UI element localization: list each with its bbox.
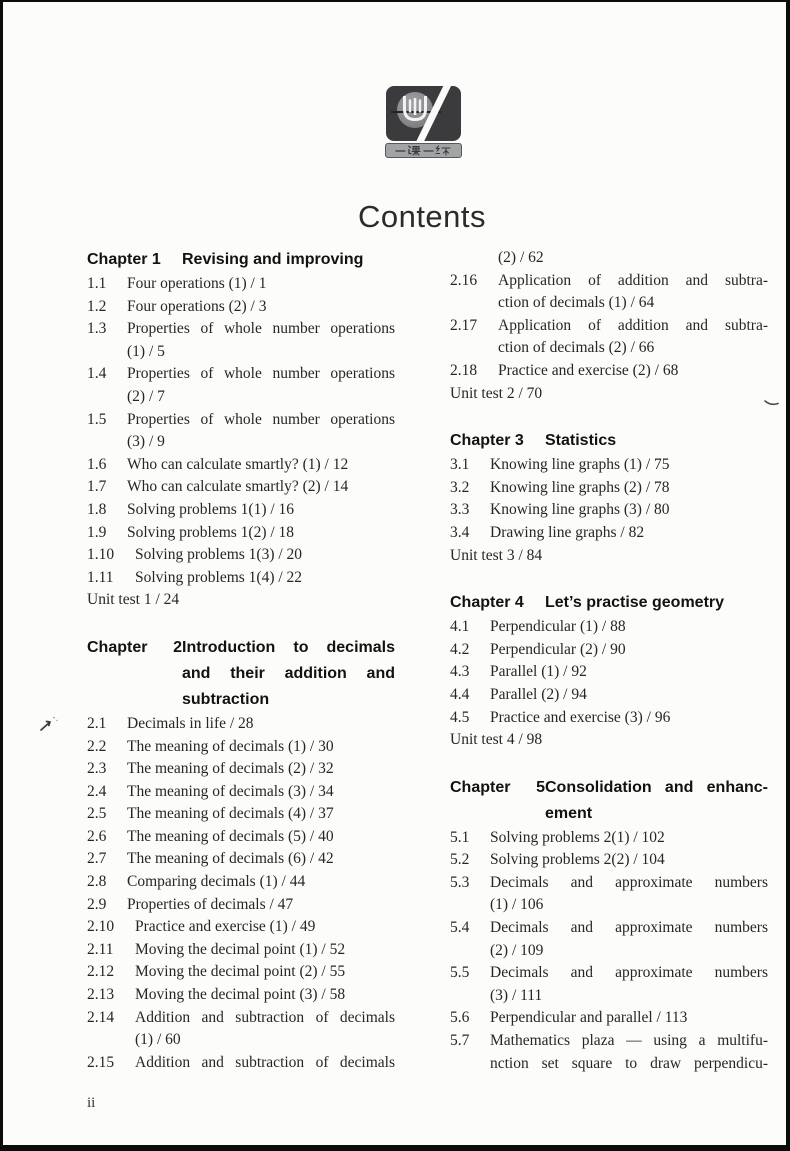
item-number: 2.9 xyxy=(87,895,107,913)
toc-entry xyxy=(450,522,768,545)
chapter-label: Chapter 4 xyxy=(450,594,524,612)
item-number: 1.8 xyxy=(87,500,107,518)
toc-line: 4.2 Perpendicular (2) / 90 xyxy=(450,639,768,662)
item-number: 1.4 xyxy=(87,365,107,383)
toc-line: 5.6 Perpendicular and parallel / 113 xyxy=(450,1007,768,1030)
toc-line: Unit test 1 / 24 xyxy=(87,591,180,609)
toc-line: ction of decimals (1) / 64 xyxy=(498,294,655,312)
toc-entry xyxy=(87,984,395,1007)
toc-entry xyxy=(450,270,768,315)
toc-line: 3.1 Knowing line graphs (1) / 75 xyxy=(450,454,768,477)
toc-line: 2.6 The meaning of decimals (5) / 40 xyxy=(87,826,395,849)
toc-line: 2.14 Addition and subtraction of decimals xyxy=(87,1007,395,1030)
item-number: 2.7 xyxy=(87,850,107,868)
item-number: 3.4 xyxy=(450,523,470,541)
chapter-label: Chapter 5 xyxy=(450,778,545,796)
toc-entry xyxy=(87,916,395,939)
ink-mark-right xyxy=(763,399,781,413)
toc-entry xyxy=(450,872,768,917)
toc-entry xyxy=(87,1007,395,1052)
ink-mark-left xyxy=(38,714,60,734)
toc-entry xyxy=(87,318,395,363)
toc-line: 1.2 Four operations (2) / 3 xyxy=(87,296,395,319)
toc-line: 5.1 Solving problems 2(1) / 102 xyxy=(450,827,768,850)
toc-entry xyxy=(87,871,395,894)
item-number: 2.12 xyxy=(87,963,115,981)
scan-border-left xyxy=(0,0,3,1151)
item-number: 5.1 xyxy=(450,828,470,846)
toc-entry xyxy=(450,1007,768,1030)
toc-line: 5.5 Decimals and approximate numbers xyxy=(450,962,768,985)
toc-entry xyxy=(450,360,768,383)
item-number: 1.2 xyxy=(87,297,107,315)
toc-entry xyxy=(87,544,395,567)
toc-entry xyxy=(450,917,768,962)
toc-entry xyxy=(450,315,768,360)
item-number: 3.3 xyxy=(450,501,470,519)
logo-series-band xyxy=(385,143,462,158)
toc-entry xyxy=(450,616,768,639)
toc-line: 5.7 Mathematics plaza — using a multifu- xyxy=(450,1030,768,1053)
toc-line: nction set square to draw perpendicu- xyxy=(490,1054,768,1072)
toc-entry xyxy=(450,827,768,850)
logo-square xyxy=(386,86,461,141)
toc-entry xyxy=(450,661,768,684)
toc-line: (3) / 9 xyxy=(127,433,165,451)
toc-line: 2.17 Application of addition and subtra- xyxy=(450,315,768,338)
item-number: 4.4 xyxy=(450,685,470,703)
toc-entry xyxy=(87,939,395,962)
toc-entry xyxy=(450,684,768,707)
toc-plain xyxy=(450,383,768,406)
toc-line: ction of decimals (2) / 66 xyxy=(498,339,655,357)
toc-line: 2.12 Moving the decimal point (2) / 55 xyxy=(87,961,395,984)
page-title: Contents xyxy=(357,199,487,234)
toc-entry xyxy=(87,781,395,804)
toc-line: (2) / 62 xyxy=(498,249,544,266)
toc-line: 2.11 Moving the decimal point (1) / 52 xyxy=(87,939,395,962)
toc-line: 5.4 Decimals and approximate numbers xyxy=(450,917,768,940)
toc-line: 2.13 Moving the decimal point (3) / 58 xyxy=(87,984,395,1007)
item-number: 2.6 xyxy=(87,827,107,845)
item-number: 2.16 xyxy=(450,271,478,289)
chapter-heading xyxy=(450,590,768,616)
toc-line: 3.2 Knowing line graphs (2) / 78 xyxy=(450,477,768,500)
toc-line: 2.15 Addition and subtraction of decimals xyxy=(87,1052,395,1075)
toc-line: 4.1 Perpendicular (1) / 88 xyxy=(450,616,768,639)
item-number: 2.5 xyxy=(87,805,107,823)
toc-line: Unit test 3 / 84 xyxy=(450,546,543,564)
item-number: 5.6 xyxy=(450,1009,470,1027)
toc-line: 3.4 Drawing line graphs / 82 xyxy=(450,522,768,545)
toc-line: 1.4 Properties of whole number operations xyxy=(87,363,395,386)
item-number: 5.3 xyxy=(450,873,470,891)
toc-plain xyxy=(87,589,395,612)
chapter-heading xyxy=(450,428,768,454)
toc-line: 1.6 Who can calculate smartly? (1) / 12 xyxy=(87,454,395,477)
toc-entry xyxy=(87,567,395,590)
toc-line: 4.5 Practice and exercise (3) / 96 xyxy=(450,707,768,730)
toc-entry xyxy=(87,296,395,319)
item-number: 5.7 xyxy=(450,1032,470,1050)
toc-entry xyxy=(87,736,395,759)
toc-entry xyxy=(450,1030,768,1075)
toc-line: (2) / 109 xyxy=(490,941,544,959)
item-number: 2.15 xyxy=(87,1053,115,1071)
toc-line: 5.3 Decimals and approximate numbers xyxy=(450,872,768,895)
toc-line: 4.3 Parallel (1) / 92 xyxy=(450,661,768,684)
toc-entry xyxy=(87,409,395,454)
toc-line: 2.3 The meaning of decimals (2) / 32 xyxy=(87,758,395,781)
item-number: 1.11 xyxy=(87,568,114,586)
chapter-label: Chapter 1 xyxy=(87,251,161,268)
toc-line: 1.1 Four operations (1) / 1 xyxy=(87,273,395,296)
toc-entry xyxy=(87,826,395,849)
toc-line: subtraction xyxy=(182,690,270,708)
toc-column-left xyxy=(87,247,395,1074)
toc-entry xyxy=(87,961,395,984)
scan-border-right xyxy=(786,0,790,1151)
toc-entry xyxy=(87,758,395,781)
toc-line: Chapter 2Introduction to decimals xyxy=(87,635,395,661)
toc-entry xyxy=(87,713,395,736)
item-number: 1.3 xyxy=(87,320,107,338)
toc-column-right xyxy=(450,247,768,1075)
toc-entry xyxy=(450,477,768,500)
item-number: 1.10 xyxy=(87,546,115,564)
item-number: 5.2 xyxy=(450,851,470,869)
toc-line: 2.5 The meaning of decimals (4) / 37 xyxy=(87,803,395,826)
toc-line: 1.10 Solving problems 1(3) / 20 xyxy=(87,544,395,567)
item-number: 2.18 xyxy=(450,361,478,379)
publisher-logo xyxy=(386,86,464,160)
toc-line: 2.7 The meaning of decimals (6) / 42 xyxy=(87,848,395,871)
toc-line: 2.2 The meaning of decimals (1) / 30 xyxy=(87,736,395,759)
item-number: 3.1 xyxy=(450,456,470,474)
toc-entry xyxy=(450,454,768,477)
toc-entry xyxy=(87,476,395,499)
chapter-label: Chapter 3 xyxy=(450,432,524,450)
item-number: 2.1 xyxy=(87,714,107,732)
toc-line: (1) / 60 xyxy=(135,1031,181,1049)
item-number: 4.5 xyxy=(450,708,470,726)
toc-line: Unit test 4 / 98 xyxy=(450,731,543,749)
item-number: 2.4 xyxy=(87,782,107,800)
item-number: 1.5 xyxy=(87,410,107,428)
toc-line: 2.9 Properties of decimals / 47 xyxy=(87,894,395,917)
toc-entry xyxy=(450,849,768,872)
item-number: 3.2 xyxy=(450,478,470,496)
toc-line: 1.8 Solving problems 1(1) / 16 xyxy=(87,499,395,522)
toc-line: ement xyxy=(545,804,593,822)
item-number: 4.3 xyxy=(450,663,470,681)
toc-line: Unit test 2 / 70 xyxy=(450,384,543,402)
item-number: 1.6 xyxy=(87,455,107,473)
toc-line: 4.4 Parallel (2) / 94 xyxy=(450,684,768,707)
item-number: 2.3 xyxy=(87,760,107,778)
toc-line: and their addition and xyxy=(182,664,395,682)
item-number: 5.5 xyxy=(450,964,470,982)
toc-entry xyxy=(450,499,768,522)
item-number: 5.4 xyxy=(450,919,470,937)
toc-entry xyxy=(87,894,395,917)
item-number: 2.11 xyxy=(87,940,114,958)
chapter-heading xyxy=(87,247,395,273)
toc-plain xyxy=(450,729,768,752)
toc-line: (1) / 5 xyxy=(127,342,165,360)
toc-entry xyxy=(87,454,395,477)
toc-line: 1.11 Solving problems 1(4) / 22 xyxy=(87,567,395,590)
toc-line: 1.9 Solving problems 1(2) / 18 xyxy=(87,522,395,545)
toc-line: 3.3 Knowing line graphs (3) / 80 xyxy=(450,499,768,522)
toc-entry xyxy=(87,803,395,826)
chapter-heading xyxy=(87,635,395,713)
toc-line: 2.10 Practice and exercise (1) / 49 xyxy=(87,916,395,939)
toc-entry xyxy=(87,1052,395,1075)
toc-line: 2.8 Comparing decimals (1) / 44 xyxy=(87,871,395,894)
toc-entry xyxy=(87,848,395,871)
item-number: 2.2 xyxy=(87,737,107,755)
toc-entry xyxy=(450,962,768,1007)
toc-line: 2.4 The meaning of decimals (3) / 34 xyxy=(87,781,395,804)
toc-line: 1.7 Who can calculate smartly? (2) / 14 xyxy=(87,476,395,499)
logo-chinese-text xyxy=(394,145,454,157)
toc-line: 1.3 Properties of whole number operations xyxy=(87,318,395,341)
toc-entry xyxy=(450,707,768,730)
toc-line: (2) / 7 xyxy=(127,387,165,405)
scan-border-bottom xyxy=(0,1145,790,1151)
toc-entry xyxy=(87,273,395,296)
toc-line: Chapter 5Consolidation and enhanc- xyxy=(450,775,768,801)
item-number: 2.10 xyxy=(87,918,115,936)
toc-line: Chapter 3 Statistics xyxy=(450,428,768,454)
toc-entry xyxy=(87,499,395,522)
chapter-label: Chapter 2 xyxy=(87,638,182,656)
toc-line: (3) / 111 xyxy=(490,986,543,1004)
toc-line: 1.5 Properties of whole number operations xyxy=(87,409,395,432)
item-number: 2.13 xyxy=(87,986,115,1004)
item-number: 2.8 xyxy=(87,873,107,891)
page-number: ii xyxy=(87,1095,96,1111)
toc-line: 2.16 Application of addition and subtra- xyxy=(450,270,768,293)
chapter-heading xyxy=(450,775,768,827)
toc-line: Chapter 1 Revising and improving xyxy=(87,247,395,273)
toc-line: 5.2 Solving problems 2(2) / 104 xyxy=(450,849,768,872)
toc-line: Chapter 4 Let’s practise geometry xyxy=(450,590,768,616)
item-number: 2.14 xyxy=(87,1008,115,1026)
item-number: 4.1 xyxy=(450,618,470,636)
item-number: 2.17 xyxy=(450,316,478,334)
toc-cont xyxy=(450,247,768,270)
toc-line: 2.18 Practice and exercise (2) / 68 xyxy=(450,360,768,383)
item-number: 1.7 xyxy=(87,478,107,496)
toc-plain xyxy=(450,545,768,568)
toc-line: (1) / 106 xyxy=(490,896,544,914)
scan-border-top xyxy=(0,0,790,2)
item-number: 1.1 xyxy=(87,275,107,292)
item-number: 1.9 xyxy=(87,523,107,541)
logo-emblem-icon xyxy=(402,95,428,123)
toc-entry xyxy=(87,522,395,545)
item-number: 4.2 xyxy=(450,640,470,658)
toc-line: 2.1 Decimals in life / 28 xyxy=(87,713,395,736)
toc-entry xyxy=(450,639,768,662)
toc-entry xyxy=(87,363,395,408)
